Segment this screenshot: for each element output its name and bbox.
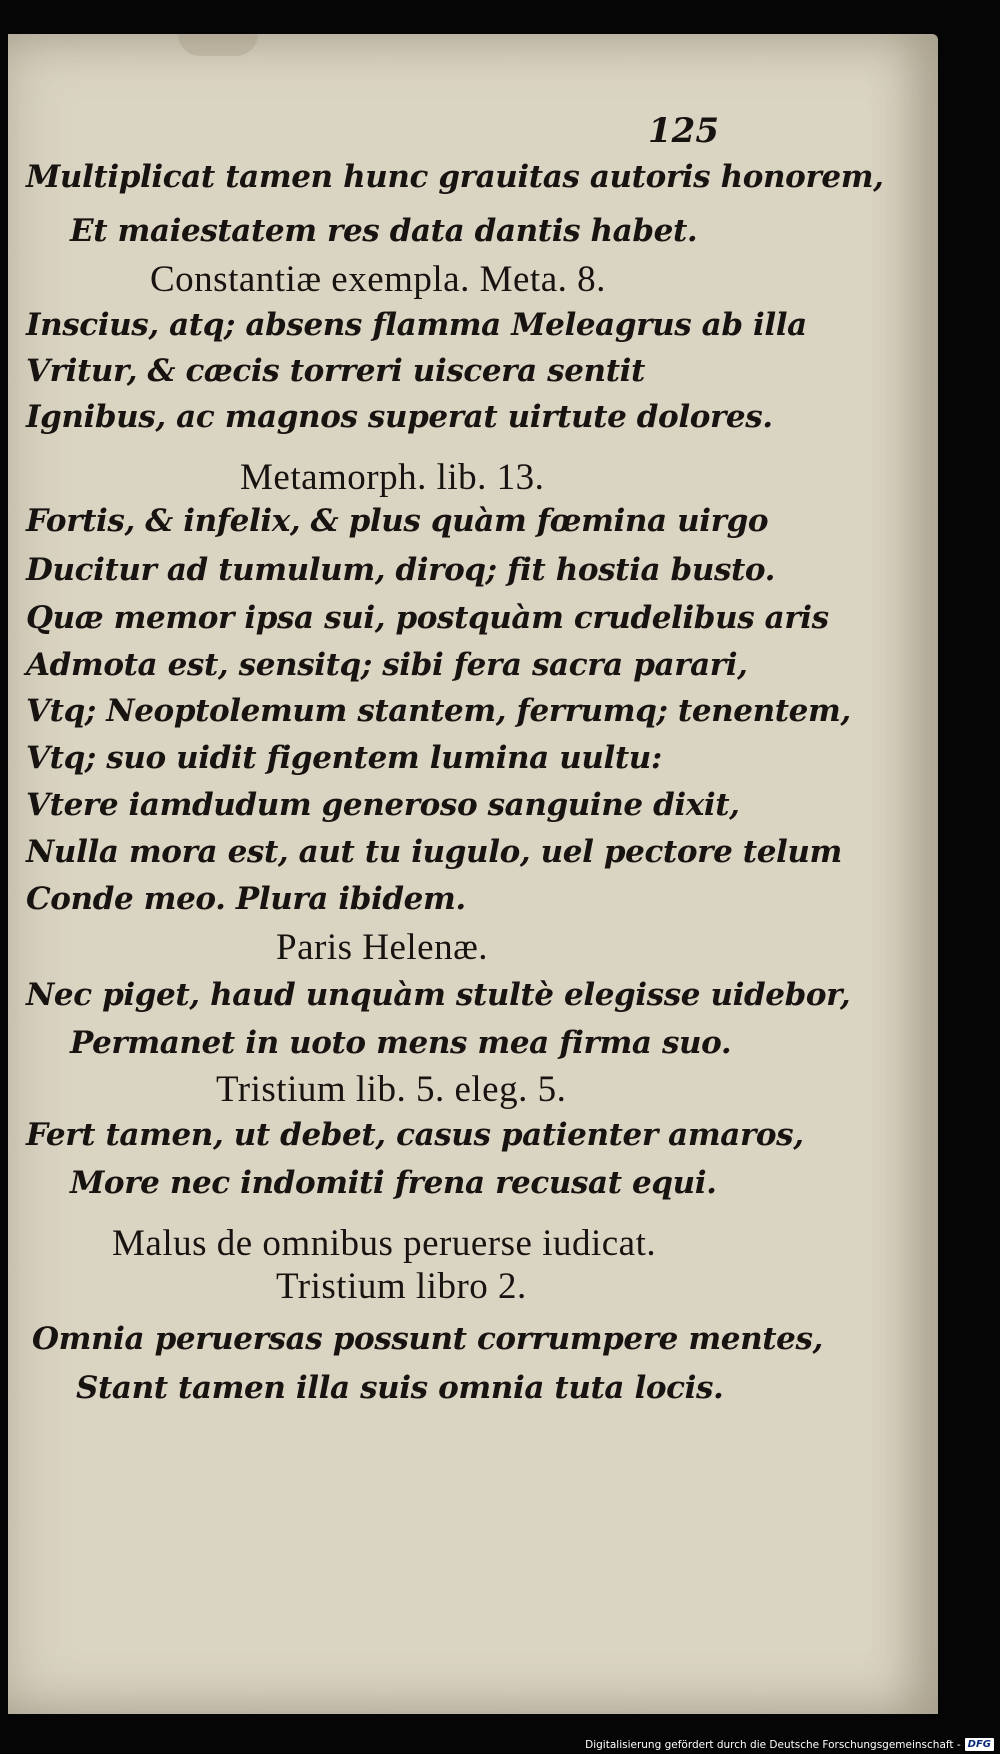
credit-text: Digitalisierung gefördert durch die Deutsche Forschungsgemeinschaft - [585,1738,961,1751]
verse-line: Omnia peruersas possunt corrumpere mentes, [32,1321,823,1357]
verse-line: Inscius, atq; absens flamma Meleagrus ab illa [26,307,807,343]
book-page [8,34,938,1714]
verse-line: Conde meo. Plura ibidem. [26,881,466,917]
verse-line: Vritur, & cæcis torreri uiscera sentit [26,353,645,389]
verse-line: Permanet in uoto mens mea firma suo. [70,1025,732,1061]
section-heading: Malus de omnibus peruerse iudicat. [112,1223,657,1264]
section-heading: Metamorph. lib. 13. [240,457,545,498]
digitization-credit [585,1738,994,1751]
section-heading: Paris Helenæ. [276,927,489,968]
verse-line: Quæ memor ipsa sui, postquàm crudelibus aris [26,600,829,636]
verse-line: Nec piget, haud unquàm stultè elegisse uidebor, [26,977,851,1013]
page-number: 125 [648,111,719,151]
verse-line: Fortis, & infelix, & plus quàm fœmina uirgo [26,503,769,539]
verse-line: Multiplicat tamen hunc grauitas autoris honorem, [26,159,884,195]
verse-line: Vtq; suo uidit figentem lumina uultu: [26,740,662,776]
verse-line: Fert tamen, ut debet, casus patienter amaros, [26,1117,804,1153]
verse-line: Admota est, sensitq; sibi fera sacra parari, [26,647,748,683]
verse-line: Vtere iamdudum generoso sanguine dixit, [26,787,740,823]
verse-line: Et maiestatem res data dantis habet. [70,213,698,249]
verse-line: More nec indomiti frena recusat equi. [70,1165,717,1201]
dfg-logo: DFG [965,1738,994,1751]
verse-line: Ignibus, ac magnos superat uirtute dolores. [26,399,773,435]
section-heading: Tristium lib. 5. eleg. 5. [216,1069,567,1110]
verse-line: Stant tamen illa suis omnia tuta locis. [76,1370,724,1406]
verse-line: Vtq; Neoptolemum stantem, ferrumq; tenentem, [26,693,851,729]
section-heading: Tristium libro 2. [276,1266,527,1307]
verse-line: Ducitur ad tumulum, diroq; fit hostia busto. [26,552,776,588]
verse-line: Nulla mora est, aut tu iugulo, uel pectore telum [26,834,842,870]
section-heading: Constantiæ exempla. Meta. 8. [150,259,606,300]
